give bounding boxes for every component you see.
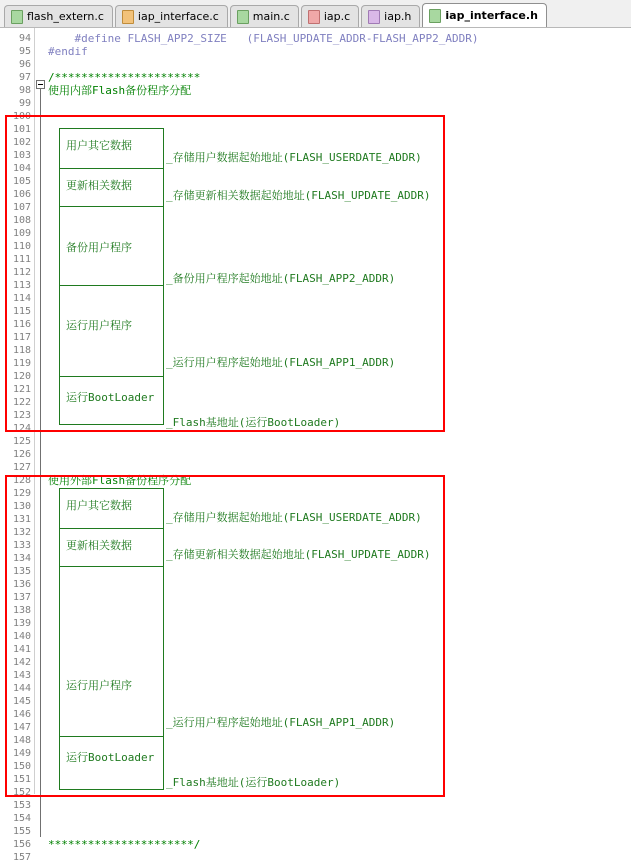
line-number: 114: [12, 293, 31, 304]
line-number: 102: [12, 137, 31, 148]
line-number: 143: [12, 670, 31, 681]
line-number: 113: [12, 280, 31, 291]
block-label: 用户其它数据: [66, 139, 132, 152]
file-purple-icon: [368, 10, 380, 24]
tab-label: iap_interface.c: [137, 10, 219, 23]
diagram-divider: [59, 789, 164, 790]
line-number: 149: [12, 748, 31, 759]
line-number: 117: [12, 332, 31, 343]
line-number: 152: [12, 787, 31, 798]
line-number: 142: [12, 657, 31, 668]
line-number: 110: [12, 241, 31, 252]
line-number: 95: [18, 46, 31, 57]
block-address-note: _存储更新相关数据起始地址(FLASH_UPDATE_ADDR): [166, 548, 431, 561]
line-number: 96: [18, 59, 31, 70]
code-line: /**********************: [48, 71, 201, 84]
line-number: 150: [12, 761, 31, 772]
block-label: 运行用户程序: [66, 319, 132, 332]
block-address-note: _运行用户程序起始地址(FLASH_APP1_ADDR): [166, 716, 396, 729]
line-number: 128: [12, 475, 31, 486]
block-address-note: _Flash基地址(运行BootLoader): [166, 416, 341, 429]
file-red-icon: [308, 10, 320, 24]
file-green-icon: [429, 9, 441, 23]
tab-flash_extern-c[interactable]: [4, 5, 113, 27]
line-number: 127: [12, 462, 31, 473]
line-number: 141: [12, 644, 31, 655]
line-number: 148: [12, 735, 31, 746]
editor-tab-bar[interactable]: [0, 0, 631, 28]
line-number: 133: [12, 540, 31, 551]
block-address-note: _存储用户数据起始地址(FLASH_USERDATE_ADDR): [166, 151, 422, 164]
diagram-divider: [59, 736, 164, 737]
line-number: 151: [12, 774, 31, 785]
line-number: 124: [12, 423, 31, 434]
block-label: 更新相关数据: [66, 179, 132, 192]
line-number: 155: [12, 826, 31, 837]
diagram-divider: [59, 206, 164, 207]
block-address-note: _备份用户程序起始地址(FLASH_APP2_ADDR): [166, 272, 396, 285]
block-address-note: _Flash基地址(运行BootLoader): [166, 776, 341, 789]
line-number: 112: [12, 267, 31, 278]
line-number: 129: [12, 488, 31, 499]
line-number: 138: [12, 605, 31, 616]
line-number: 135: [12, 566, 31, 577]
line-number: 100: [12, 111, 31, 122]
line-number: 108: [12, 215, 31, 226]
block-label: 备份用户程序: [66, 241, 132, 254]
line-number: 136: [12, 579, 31, 590]
line-number: 105: [12, 176, 31, 187]
line-number: 123: [12, 410, 31, 421]
diagram-rail-left: [59, 488, 60, 789]
diagram-divider: [59, 168, 164, 169]
diagram-rail-right: [163, 488, 164, 789]
diagram-divider: [59, 285, 164, 286]
block-label: 运行BootLoader: [66, 751, 155, 764]
line-number: 146: [12, 709, 31, 720]
diagram-divider: [59, 424, 164, 425]
line-number: 116: [12, 319, 31, 330]
line-number: 144: [12, 683, 31, 694]
line-number: 132: [12, 527, 31, 538]
line-number: 121: [12, 384, 31, 395]
block-address-note: _存储更新相关数据起始地址(FLASH_UPDATE_ADDR): [166, 189, 431, 202]
line-number: 147: [12, 722, 31, 733]
tab-iap-h[interactable]: [361, 5, 420, 27]
tab-iap_interface-c[interactable]: [115, 5, 228, 27]
code-line: #define FLASH_APP2_SIZE (FLASH_UPDATE_ADDR-FLASH_APP2_ADDR): [48, 32, 479, 45]
diagram-rail-right: [163, 128, 164, 424]
line-number: 154: [12, 813, 31, 824]
line-number: 101: [12, 124, 31, 135]
tab-iap_interface-h[interactable]: [422, 3, 547, 27]
line-number: 106: [12, 189, 31, 200]
diagram-divider: [59, 376, 164, 377]
line-number: 153: [12, 800, 31, 811]
block-address-note: _运行用户程序起始地址(FLASH_APP1_ADDR): [166, 356, 396, 369]
line-number: 94: [18, 33, 31, 44]
line-number: 156: [12, 839, 31, 850]
code-line: #endif: [48, 45, 88, 58]
line-number: 107: [12, 202, 31, 213]
line-number: 125: [12, 436, 31, 447]
line-number: 120: [12, 371, 31, 382]
file-green-icon: [237, 10, 249, 24]
tab-label: iap_interface.h: [445, 9, 538, 22]
line-number: 137: [12, 592, 31, 603]
line-number: 109: [12, 228, 31, 239]
code-line: 使用内部Flash备份程序分配: [48, 84, 192, 97]
line-number: 111: [12, 254, 31, 265]
line-number: 130: [12, 501, 31, 512]
line-number: 115: [12, 306, 31, 317]
line-number: 140: [12, 631, 31, 642]
line-number: 99: [18, 98, 31, 109]
tab-label: iap.c: [323, 10, 351, 23]
diagram-divider: [59, 128, 164, 129]
line-number: 97: [18, 72, 31, 83]
code-editor[interactable]: [0, 28, 631, 863]
line-number: 122: [12, 397, 31, 408]
line-number: 145: [12, 696, 31, 707]
tab-main-c[interactable]: [230, 5, 299, 27]
line-number: 103: [12, 150, 31, 161]
line-number: 157: [12, 852, 31, 863]
line-number: 118: [12, 345, 31, 356]
block-label: 用户其它数据: [66, 499, 132, 512]
block-label: 更新相关数据: [66, 539, 132, 552]
block-address-note: _存储用户数据起始地址(FLASH_USERDATE_ADDR): [166, 511, 422, 524]
tab-label: main.c: [252, 10, 290, 23]
code-line: 使用外部Flash备份程序分配: [48, 474, 192, 487]
diagram-divider: [59, 488, 164, 489]
block-label: 运行用户程序: [66, 679, 132, 692]
line-number: 134: [12, 553, 31, 564]
line-number: 119: [12, 358, 31, 369]
fold-marker-icon[interactable]: [36, 80, 45, 89]
file-green-icon: [11, 10, 23, 24]
diagram-divider: [59, 528, 164, 529]
tab-iap-c[interactable]: [301, 5, 359, 27]
tab-label: flash_extern.c: [27, 10, 104, 23]
line-number: 139: [12, 618, 31, 629]
tab-label: iap.h: [384, 10, 412, 23]
line-number: 131: [12, 514, 31, 525]
line-number: 104: [12, 163, 31, 174]
line-number: 98: [18, 85, 31, 96]
block-label: 运行BootLoader: [66, 391, 155, 404]
code-line: **********************/: [48, 838, 201, 851]
diagram-rail-left: [59, 128, 60, 424]
file-orange-icon: [122, 10, 134, 24]
diagram-divider: [59, 566, 164, 567]
line-number: 126: [12, 449, 31, 460]
